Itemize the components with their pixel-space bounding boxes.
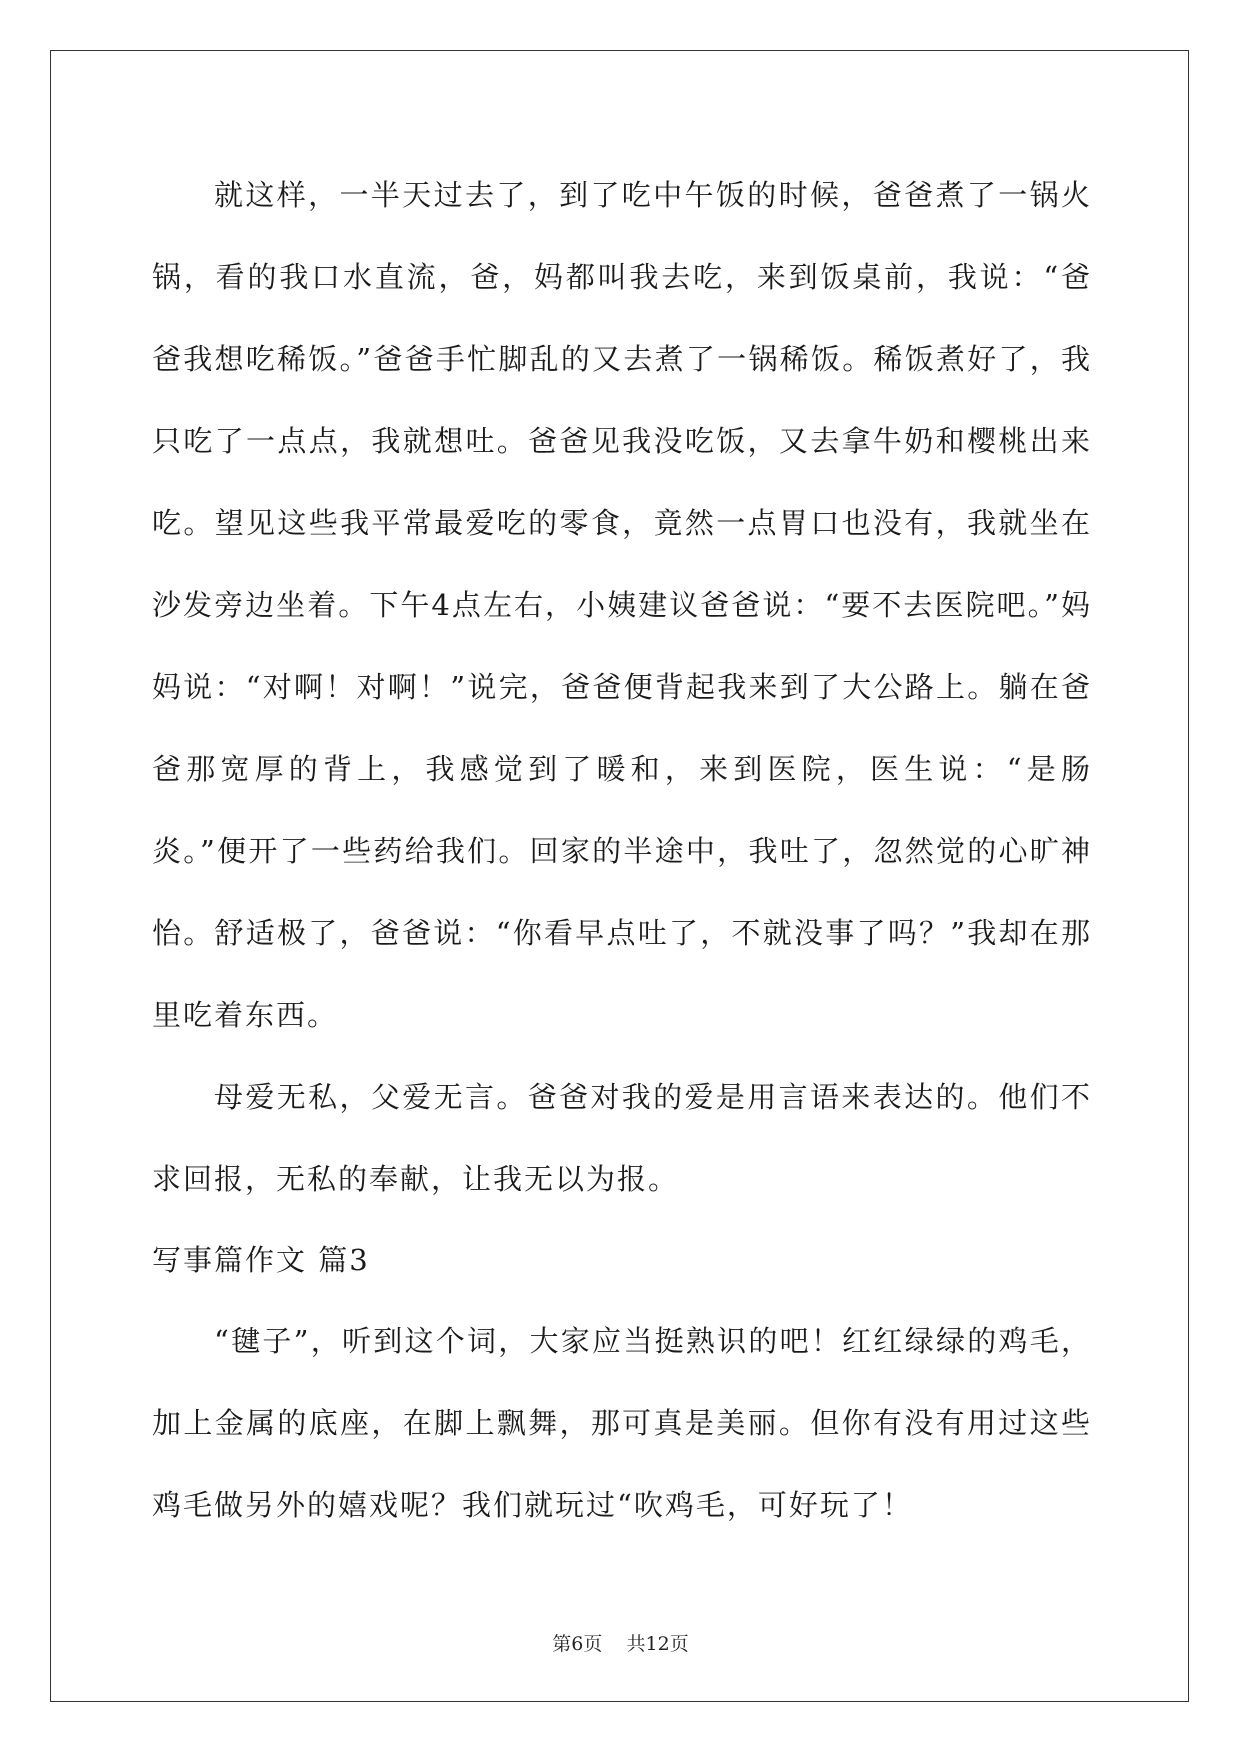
document-body <box>152 154 1092 1546</box>
paragraph-1: 就这样，一半天过去了，到了吃中午饭的时候，爸爸煮了一锅火锅，看的我口水直流，爸，妈都叫我去吃，来到饭桌前，我说：“爸爸我想吃稀饭。”爸爸手忙脚乱的又去煮了一锅稀饭。稀饭煮好了，我只吃了一点点，我就想吐。爸爸见我没吃饭，又去拿牛奶和樱桃出来吃。望见这些我平常最爱吃的零食，竟然一点胃口也没有，我就坐在沙发旁边坐着。下午4点左右，小姨建议爸爸说：“要不去医院吧。”妈妈说：“对啊！对啊！”说完，爸爸便背起我来到了大公路上。躺在爸爸那宽厚的背上，我感觉到了暖和，来到医院，医生说：“是肠炎。”便开了一些药给我们。回家的半途中，我吐了，忽然觉的心旷神怡。舒适极了，爸爸说：“你看早点吐了，不就没事了吗？”我却在那里吃着东西。 <box>152 178 1092 1032</box>
page-number-footer: 第6页 共12页 <box>552 1633 689 1655</box>
paragraph-2: 母爱无私，父爱无言。爸爸对我的爱是用言语来表达的。他们不求回报，无私的奉献，让我无以为报。 <box>152 1080 1092 1196</box>
paragraph-3: “毽子”，听到这个词，大家应当挺熟识的吧！红红绿绿的鸡毛，加上金属的底座，在脚上飘舞，那可真是美丽。但你有没有用过这些鸡毛做另外的嬉戏呢？我们就玩过“吹鸡毛，可好玩了！ <box>152 1324 1092 1522</box>
section-heading: 写事篇作文 篇3 <box>152 1243 370 1277</box>
